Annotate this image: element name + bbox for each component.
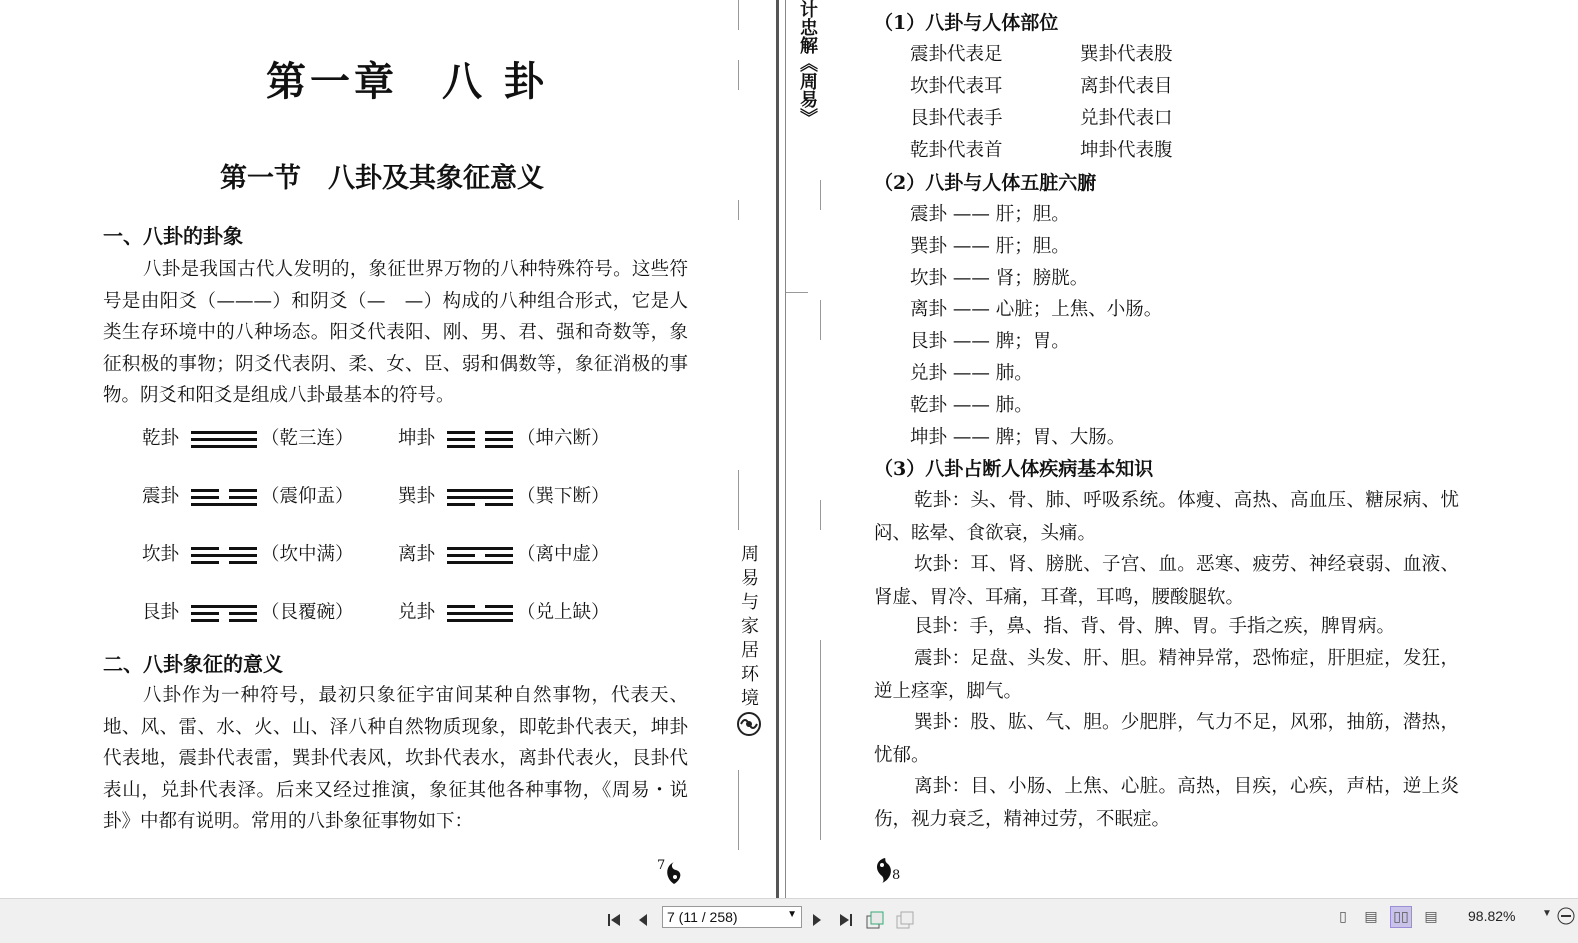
trigram-description: （震仰盂）: [261, 486, 354, 507]
trigram-name: 坤卦: [398, 428, 436, 449]
subheading-body-parts: （1）八卦与人体部位: [874, 12, 1059, 34]
yin-line: [447, 554, 513, 557]
goto-view-forward-icon[interactable]: [894, 909, 916, 931]
continuous-view-icon[interactable]: ▤: [1364, 909, 1378, 925]
margin-line: [820, 300, 821, 340]
body-part-cell: 巽卦代表股: [1080, 44, 1173, 65]
trigram-symbol: [447, 485, 513, 510]
page-number-value: 7 (11 / 258): [667, 909, 738, 925]
trigram-description: （乾三连）: [261, 428, 354, 449]
left-page: [0, 0, 776, 898]
trigram-description: （兑上缺）: [517, 602, 610, 623]
trigram-name: 离卦: [398, 544, 436, 565]
previous-page-icon[interactable]: [632, 909, 654, 931]
organ-item: 乾卦 —— 肺。: [910, 394, 1033, 416]
margin-line: [738, 200, 739, 220]
trigram-row: [398, 598, 610, 626]
disease-entry: 坎卦：耳、肾、膀胱、子宫、血。恶寒、疲劳、神经衰弱、血液、肾虚、胃冷、耳痛，耳聋，耳鸣，腰酸腿软。: [874, 554, 1459, 608]
yin-line: [447, 503, 513, 506]
yang-line: [447, 496, 513, 499]
yin-line: [191, 489, 257, 492]
body-part-cell: 震卦代表足: [910, 44, 1003, 65]
trigram-symbol: [447, 543, 513, 568]
organ-item: 艮卦 —— 脾；胃。: [910, 331, 1070, 353]
body-part-cell: 兑卦代表口: [1080, 108, 1173, 129]
paragraph-trigram-meaning: 八卦作为一种符号，最初只象征宇宙间某种自然事物，代表天、地、风、雷、水、火、山、泽八种自然物质现象，即乾卦代表天，坤卦代表地，震卦代表雷，巽卦代表风，坎卦代表水，离卦代表火，艮卦代表山，兑卦代表泽。后来又经过推演，象征其他各种事物，《周易・说卦》中都有说明。常用的八卦象征事物如下：: [103, 685, 688, 832]
subheading-diseases: （3）八卦占断人体疾病基本知识: [874, 458, 1154, 480]
trigram-symbol: [191, 543, 257, 568]
body-part-cell: 离卦代表目: [1080, 76, 1173, 97]
organ-item: 坤卦 —— 脾；胃、大肠。: [910, 426, 1126, 448]
yang-line: [191, 431, 257, 434]
yin-line: [447, 431, 513, 434]
body-part-cell: 乾卦代表首: [910, 140, 1003, 161]
yin-yang-icon: [663, 860, 685, 886]
zoom-dropdown-icon[interactable]: ▼: [1542, 908, 1552, 919]
continuous-facing-view-icon[interactable]: ▤: [1424, 909, 1438, 925]
trigram-row: [398, 424, 610, 452]
running-head-text: 计忠解《周易》: [797, 0, 818, 126]
yang-line: [191, 445, 257, 448]
chapter-title: 第一章 八 卦: [266, 58, 548, 105]
trigram-row: [142, 424, 354, 452]
margin-line: [820, 640, 821, 840]
yang-line: [191, 554, 257, 557]
organ-item: 离卦 —— 心脏；上焦、小肠。: [910, 299, 1163, 321]
trigram-symbol: [447, 601, 513, 626]
yin-line: [447, 445, 513, 448]
yin-line: [447, 605, 513, 608]
organ-item: 兑卦 —— 肺。: [910, 363, 1033, 384]
trigram-name: 坎卦: [142, 544, 180, 565]
body-part-cell: 坎卦代表耳: [910, 76, 1003, 97]
yang-line: [191, 605, 257, 608]
disease-entry: 震卦：足盘、头发、肝、胆。精神异常，恐怖症，肝胆症，发狂，逆上痉挛，脚气。: [874, 648, 1459, 702]
disease-entry: 乾卦：头、骨、肺、呼吸系统。体瘦、高热、高血压、糖尿病、忧闷、眩晕、食欲衰，头痛。: [874, 490, 1459, 544]
chevron-down-icon: ▼: [787, 909, 797, 920]
trigram-row: [398, 540, 610, 568]
trigram-row: [142, 482, 354, 510]
yang-line: [447, 612, 513, 615]
single-page-view-icon[interactable]: ▯: [1339, 909, 1347, 925]
yin-line: [447, 438, 513, 441]
disease-entry: 离卦：目、小肠、上焦、心脏。高热，目疾，心疾，声枯，逆上炎伤，视力衰乏，精神过劳，不眠症。: [874, 776, 1459, 830]
page-number-right: 8: [892, 868, 901, 883]
trigram-row: [398, 482, 610, 510]
heading-trigram-meaning: 二、八卦象征的意义: [103, 652, 283, 676]
trigram-description: （坎中满）: [261, 544, 354, 565]
trigram-name: 兑卦: [398, 602, 436, 623]
yin-line: [191, 547, 257, 550]
yin-line: [191, 612, 257, 615]
trigram-symbol: [191, 485, 257, 510]
page-number-select[interactable]: [662, 906, 802, 928]
trigram-row: [142, 598, 354, 626]
organ-item: 坎卦 —— 肾；膀胱。: [910, 267, 1089, 289]
trigram-symbol: [191, 427, 257, 452]
trigram-name: 震卦: [142, 486, 180, 507]
first-page-icon[interactable]: [604, 909, 626, 931]
margin-tick: [786, 292, 808, 293]
organ-item: 巽卦 —— 肝；胆。: [910, 235, 1070, 257]
facing-view-icon[interactable]: ▯▯: [1390, 906, 1412, 928]
dragon-emblem-icon: [735, 710, 763, 738]
next-page-icon[interactable]: [806, 909, 828, 931]
trigram-description: （巽下断）: [517, 486, 610, 507]
sidebar-book-title: 周 易 与 家 居 环 境: [741, 544, 759, 709]
section-title: 第一节 八卦及其象征意义: [220, 163, 544, 194]
zoom-level[interactable]: 98.82%: [1468, 908, 1516, 924]
yin-line: [191, 561, 257, 564]
yin-line: [191, 619, 257, 622]
trigram-symbol: [191, 601, 257, 626]
subheading-organs: （2）八卦与人体五脏六腑: [874, 172, 1097, 194]
yin-line: [191, 496, 257, 499]
trigram-description: （艮覆碗）: [261, 602, 354, 623]
goto-view-back-icon[interactable]: [864, 909, 886, 931]
margin-line: [738, 470, 739, 530]
margin-line: [738, 60, 739, 90]
body-part-cell: 艮卦代表手: [910, 108, 1003, 129]
yang-line: [191, 503, 257, 506]
right-page: [786, 0, 1578, 898]
trigram-name: 乾卦: [142, 428, 180, 449]
trigram-name: 艮卦: [142, 602, 180, 623]
running-head: [796, 0, 818, 132]
yang-line: [447, 489, 513, 492]
heading-trigram-images: 一、八卦的卦象: [103, 224, 243, 248]
paragraph-trigram-intro: 八卦是我国古代人发明的，象征世界万物的八种特殊符号。这些符号是由阳爻（———）和阴爻（— —）构成的八种组合形式，它是人类生存环境中的八种场态。阳爻代表阳、刚、男、君、强和奇数等，象征积极的事物；阴爻代表阴、柔、女、臣、弱和偶数等，象征消极的事物。阴爻和阳爻是组成八卦最基本的符号。: [103, 259, 688, 406]
yang-line: [447, 619, 513, 622]
zoom-out-icon[interactable]: [1556, 906, 1576, 926]
trigram-symbol: [447, 427, 513, 452]
trigram-description: （坤六断）: [517, 428, 610, 449]
page-number-left: 7: [657, 858, 666, 873]
yang-line: [447, 561, 513, 564]
trigram-row: [142, 540, 354, 568]
trigram-name: 巽卦: [398, 486, 436, 507]
body-part-cell: 坤卦代表腹: [1080, 140, 1173, 161]
margin-line: [820, 500, 821, 530]
disease-entry: 巽卦：股、肱、气、胆。少肥胖，气力不足，风邪，抽筋，潜热，忧郁。: [874, 712, 1459, 766]
last-page-icon[interactable]: [834, 909, 856, 931]
yang-line: [191, 438, 257, 441]
yang-line: [447, 547, 513, 550]
organ-item: 震卦 —— 肝；胆。: [910, 204, 1070, 225]
margin-line: [738, 0, 739, 30]
book-gutter: [776, 0, 786, 898]
margin-line: [738, 770, 739, 850]
trigram-description: （离中虚）: [517, 544, 610, 565]
disease-entry: 艮卦：手，鼻、指、背、骨、脾、胃。手指之疾，脾胃病。: [914, 616, 1396, 637]
margin-line: [820, 180, 821, 210]
